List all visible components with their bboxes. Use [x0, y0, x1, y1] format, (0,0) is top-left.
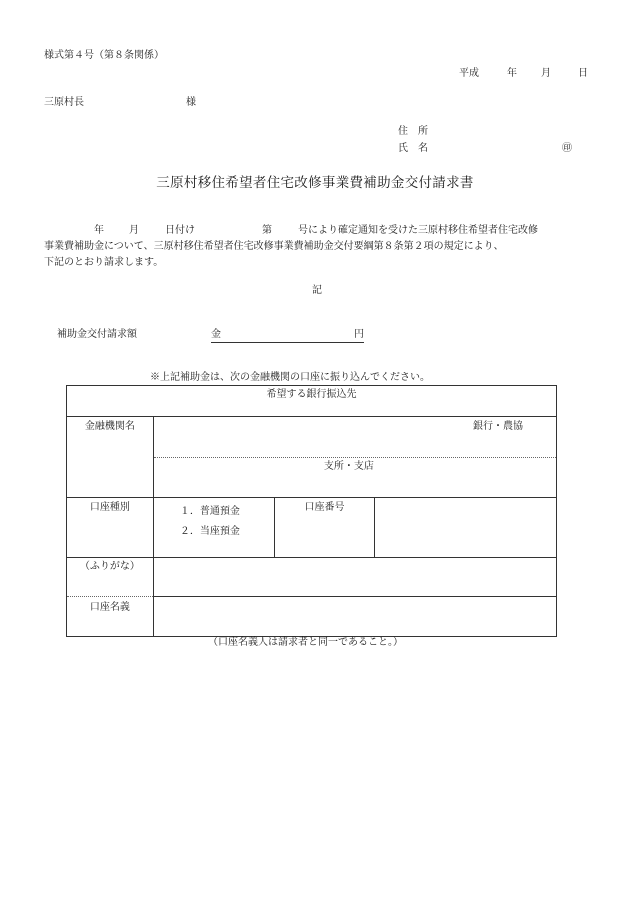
- body-line1-rest: 号により確定通知を受けた三原村移住希望者住宅改修: [298, 225, 538, 236]
- document-title: 三原村移住希望者住宅改修事業費補助金交付請求書: [156, 175, 474, 191]
- account-type-label: 口座種別: [89, 502, 130, 513]
- body-number-prefix: 第: [262, 225, 272, 236]
- branch-name-field[interactable]: [154, 457, 556, 497]
- addressee-honorific: 様: [186, 97, 196, 108]
- holder-label-cell: [67, 558, 154, 637]
- account-name-field[interactable]: [153, 597, 556, 637]
- bank-suffix: 銀行・農協: [473, 421, 523, 432]
- bank-account-table: [66, 385, 557, 637]
- body-line-3: 下記のとおり請求します。: [44, 257, 164, 268]
- date-era: 平成: [459, 68, 479, 79]
- account-holder-footnote: （口座名義人は請求者と同一であること。）: [208, 637, 403, 648]
- date-month-label: 月: [541, 68, 551, 79]
- address-label: 住 所: [398, 126, 428, 137]
- body-line-1: [44, 223, 592, 239]
- account-type-options: [153, 498, 274, 558]
- branch-suffix: 支所・支店: [323, 461, 374, 472]
- account-name-label: 口座名義: [67, 596, 153, 635]
- body-day-label: 日付け: [165, 225, 195, 236]
- amount-unit: 円: [354, 329, 364, 340]
- body-paragraph: [44, 223, 592, 271]
- institution-label: 金融機関名: [84, 421, 135, 432]
- furigana-label: （ふりがな）: [79, 561, 140, 572]
- addressee-name: 三原村長: [44, 97, 84, 108]
- date-year-label: 年: [507, 68, 517, 79]
- furigana-field[interactable]: [153, 558, 556, 597]
- form-number: 様式第４号（第８条関係）: [44, 50, 164, 61]
- seal-mark: ㊞: [562, 143, 572, 154]
- bank-note: ※上記補助金は、次の金融機関の口座に振り込んでください。: [150, 372, 430, 383]
- amount-field[interactable]: [211, 329, 364, 343]
- account-type-label-cell: [67, 498, 154, 558]
- body-line-2: 事業費補助金について、三原村移住希望者住宅改修事業費補助金交付要綱第８条第２項の規定により、: [44, 241, 504, 252]
- amount-prefix: 金: [211, 329, 221, 340]
- account-number-label-cell: [274, 498, 375, 558]
- body-year-label: 年: [94, 225, 104, 236]
- body-month-label: 月: [129, 225, 139, 236]
- bank-header: 希望する銀行振込先: [266, 389, 357, 400]
- account-number-field[interactable]: [375, 498, 557, 558]
- account-number-label: 口座番号: [304, 502, 345, 513]
- bank-header-cell: [67, 386, 557, 417]
- institution-label-cell: [67, 417, 154, 498]
- amount-label: 補助金交付請求額: [57, 329, 137, 340]
- bank-name-field[interactable]: [154, 417, 556, 457]
- option-checking-deposit[interactable]: ２．当座預金: [179, 526, 240, 537]
- institution-cell: [153, 417, 556, 498]
- ki-marker: 記: [312, 285, 322, 296]
- date-day-label: 日: [578, 68, 588, 79]
- option-ordinary-deposit[interactable]: １．普通預金: [179, 506, 240, 517]
- name-label: 氏 名: [398, 143, 428, 154]
